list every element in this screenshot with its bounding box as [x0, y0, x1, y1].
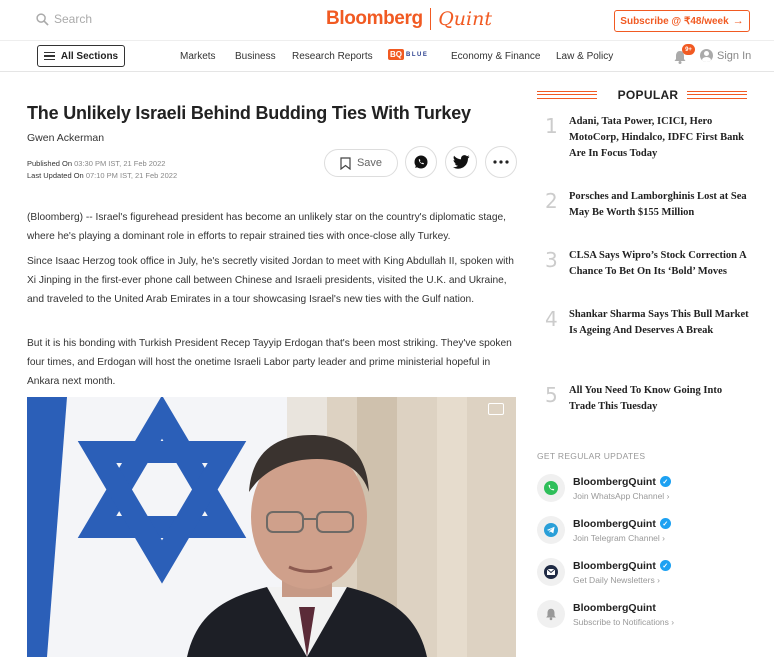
channel-name: BloombergQuint: [573, 517, 656, 530]
whatsapp-icon: [537, 474, 565, 502]
nav-bq-blue[interactable]: [388, 49, 428, 60]
bell-icon: [537, 600, 565, 628]
all-sections-label: All Sections: [60, 50, 119, 62]
chevron-right-icon: ›: [671, 616, 675, 627]
nav-law-policy[interactable]: Law & Policy: [556, 51, 614, 62]
article-author[interactable]: Gwen Ackerman: [27, 132, 105, 144]
bq-blue-text: BLUE: [406, 51, 429, 58]
article-photo[interactable]: [27, 397, 516, 657]
popular-headline[interactable]: Adani, Tata Power, ICICI, Hero MotoCorp, Hindalco, IDFC First Bank Are In Focus Today: [569, 116, 745, 159]
verified-check-icon: ✓: [660, 518, 671, 529]
published-value: 03:30 PM IST, 21 Feb 2022: [74, 159, 166, 168]
popular-item[interactable]: [545, 189, 751, 221]
newsletter-channel[interactable]: [537, 558, 671, 586]
expand-image-icon[interactable]: [488, 403, 504, 415]
popular-rank: 1: [545, 114, 558, 138]
verified-check-icon: ✓: [660, 476, 671, 487]
popular-item[interactable]: [545, 383, 751, 415]
photo-illustration: [27, 397, 516, 657]
bq-blue-mark: BQ: [390, 50, 402, 59]
nav-business[interactable]: Business: [235, 51, 276, 62]
popular-headline[interactable]: Shankar Sharma Says This Bull Market Is Ageing And Deserves A Break: [569, 309, 749, 336]
site-logo[interactable]: [326, 8, 492, 30]
chevron-right-icon: ›: [662, 532, 666, 543]
popular-item[interactable]: [545, 114, 751, 162]
channel-action[interactable]: Subscribe to Notifications: [573, 616, 669, 627]
published-label: Published On: [27, 159, 73, 168]
nav-markets[interactable]: Markets: [180, 51, 216, 62]
search-box[interactable]: [36, 12, 92, 26]
subscribe-label: Subscribe @ ₹48/week: [620, 15, 729, 27]
whatsapp-share-button[interactable]: [405, 146, 437, 178]
popular-title: POPULAR: [617, 88, 679, 102]
notifications-channel[interactable]: [537, 600, 674, 628]
verified-check-icon: ✓: [660, 560, 671, 571]
popular-rank: 4: [545, 307, 558, 331]
logo-divider: [430, 8, 432, 30]
popular-item[interactable]: [545, 307, 751, 339]
channel-action[interactable]: Get Daily Newsletters: [573, 574, 655, 585]
top-header: [0, 0, 774, 40]
nav-bar: [0, 40, 774, 72]
arrow-right-icon: →: [732, 15, 744, 27]
regular-updates-title: GET REGULAR UPDATES: [537, 451, 646, 461]
telegram-channel[interactable]: [537, 516, 671, 544]
article-paragraph-3: But it is his bonding with Turkish President Recep Tayyip Erdogan that's been most striking. They've spoken four times, and Erdogan will host the onetime Israeli Labor party leader and prime ministerial hopeful in Ankara next month.: [27, 338, 512, 387]
twitter-icon: [453, 155, 470, 169]
whatsapp-icon: [413, 154, 429, 170]
save-button[interactable]: [324, 149, 398, 177]
popular-item[interactable]: [545, 248, 751, 280]
envelope-icon: [537, 558, 565, 586]
all-sections-button[interactable]: [37, 45, 125, 67]
logo-quint: Quint: [438, 8, 492, 30]
article-title: The Unlikely Israeli Behind Budding Ties With Turkey: [27, 103, 471, 123]
channel-name: BloombergQuint: [573, 601, 656, 614]
updated-value: 07:10 PM IST, 21 Feb 2022: [85, 171, 178, 180]
article-paragraph-2: Since Isaac Herzog took office in July, he's secretly visited Jordan to meet with King Abdullah II, spoken with Xi Jinping in the first-ever phone call between Chinese and Israeli presidents, visited the U.K. and Ukraine, and traveled to the United Arab Emirates in a tour showcasing Israel's new ties with the Gulf nation.: [27, 256, 514, 305]
popular-rank: 2: [545, 189, 558, 213]
search-placeholder: Search: [54, 12, 93, 26]
bookmark-icon: [340, 157, 351, 170]
popular-rank: 3: [545, 248, 558, 272]
twitter-share-button[interactable]: [445, 146, 477, 178]
chevron-right-icon: ›: [666, 490, 670, 501]
channel-name: BloombergQuint: [573, 475, 656, 488]
channel-action[interactable]: Join Telegram Channel: [573, 532, 660, 543]
channel-name: BloombergQuint: [573, 559, 656, 572]
nav-research-reports[interactable]: Research Reports: [292, 51, 373, 62]
sign-in-link[interactable]: [700, 49, 751, 62]
hamburger-icon: [44, 50, 55, 63]
logo-bloomberg: Bloomberg: [326, 8, 423, 29]
popular-rank: 5: [545, 383, 558, 407]
telegram-icon: [537, 516, 565, 544]
popular-headline[interactable]: Porsches and Lamborghinis Lost at Sea May Be Worth $155 Million: [569, 191, 747, 218]
search-icon: [36, 13, 49, 26]
user-avatar-icon: [700, 49, 713, 62]
popular-headline[interactable]: CLSA Says Wipro’s Stock Correction A Chance To Bet On Its ‘Bold’ Moves: [569, 250, 747, 277]
sign-in-label: Sign In: [717, 49, 752, 62]
updated-label: Last Updated On: [27, 171, 84, 180]
whatsapp-channel[interactable]: [537, 474, 671, 502]
more-options-button[interactable]: [485, 146, 517, 178]
article-paragraph-1: (Bloomberg) -- Israel's figurehead president has become an unlikely star on the country's diplomatic stage, where he's playing a dominant role in efforts to repair strained ties with once-close ally Turkey.: [27, 212, 506, 242]
channel-action[interactable]: Join WhatsApp Channel: [573, 490, 665, 501]
popular-headline[interactable]: All You Need To Know Going Into Trade This Tuesday: [569, 385, 723, 412]
publish-info: [27, 158, 177, 182]
nav-economy-finance[interactable]: Economy & Finance: [451, 51, 541, 62]
subscribe-button[interactable]: [614, 10, 750, 32]
chevron-right-icon: ›: [657, 574, 660, 585]
more-dots-icon: [493, 160, 509, 164]
save-label: Save: [356, 157, 383, 169]
notification-badge: 9+: [682, 44, 695, 55]
